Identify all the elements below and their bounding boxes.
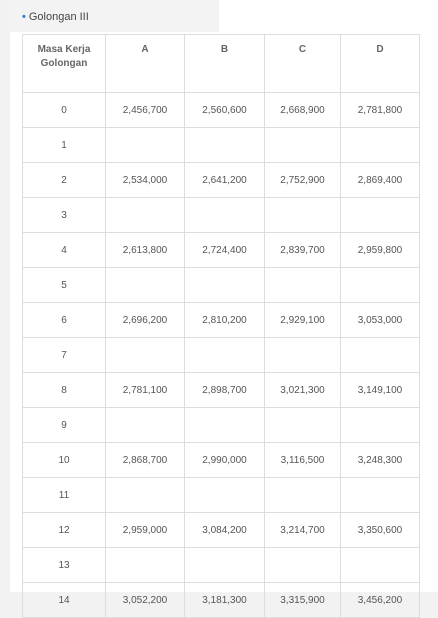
masa-kerja-cell: 10 <box>23 443 106 478</box>
header-masa-kerja <box>23 35 106 93</box>
salary-cell <box>106 478 185 513</box>
table-row <box>23 198 420 233</box>
salary-cell <box>341 478 420 513</box>
salary-cell <box>341 338 420 373</box>
salary-cell: 2,724,400 <box>185 233 265 268</box>
salary-cell <box>265 128 341 163</box>
salary-cell: 2,560,600 <box>185 93 265 128</box>
bullet-icon: • <box>22 11 26 23</box>
salary-cell <box>265 548 341 583</box>
masa-kerja-cell: 14 <box>23 583 106 618</box>
salary-cell: 3,116,500 <box>265 443 341 478</box>
masa-kerja-cell: 6 <box>23 303 106 338</box>
table-row <box>23 373 420 408</box>
table-body <box>23 93 420 618</box>
table-header-row <box>23 35 420 93</box>
salary-cell: 2,534,000 <box>106 163 185 198</box>
table-row <box>23 513 420 548</box>
salary-cell: 3,149,100 <box>341 373 420 408</box>
salary-cell <box>265 478 341 513</box>
table-row <box>23 478 420 513</box>
salary-cell: 2,641,200 <box>185 163 265 198</box>
masa-kerja-cell: 8 <box>23 373 106 408</box>
masa-kerja-cell: 9 <box>23 408 106 443</box>
salary-cell: 3,350,600 <box>341 513 420 548</box>
table-row <box>23 268 420 303</box>
masa-kerja-cell: 7 <box>23 338 106 373</box>
salary-cell <box>185 198 265 233</box>
salary-cell <box>341 128 420 163</box>
salary-cell <box>265 198 341 233</box>
table-row <box>23 128 420 163</box>
salary-cell: 3,456,200 <box>341 583 420 618</box>
masa-kerja-cell: 2 <box>23 163 106 198</box>
header-masa-kerja-label: Masa Kerja <box>37 44 91 55</box>
section-tab[interactable] <box>10 0 219 32</box>
salary-cell <box>341 408 420 443</box>
salary-cell <box>106 338 185 373</box>
salary-cell <box>106 128 185 163</box>
salary-cell: 2,696,200 <box>106 303 185 338</box>
table-row <box>23 548 420 583</box>
salary-cell: 2,959,800 <box>341 233 420 268</box>
table-row <box>23 338 420 373</box>
salary-cell: 3,021,300 <box>265 373 341 408</box>
table-row <box>23 303 420 338</box>
salary-cell: 2,613,800 <box>106 233 185 268</box>
salary-cell: 2,839,700 <box>265 233 341 268</box>
header-col-b: B <box>185 35 265 93</box>
salary-cell: 2,781,100 <box>106 373 185 408</box>
salary-cell: 2,810,200 <box>185 303 265 338</box>
salary-cell <box>341 548 420 583</box>
salary-cell: 3,248,300 <box>341 443 420 478</box>
salary-cell <box>265 268 341 303</box>
salary-cell: 2,898,700 <box>185 373 265 408</box>
masa-kerja-cell: 3 <box>23 198 106 233</box>
masa-kerja-cell: 11 <box>23 478 106 513</box>
salary-cell: 2,752,900 <box>265 163 341 198</box>
salary-cell <box>185 338 265 373</box>
table-row <box>23 233 420 268</box>
salary-table <box>22 34 420 618</box>
salary-cell: 3,084,200 <box>185 513 265 548</box>
header-golongan-label: Golongan <box>40 58 88 69</box>
salary-cell: 2,929,100 <box>265 303 341 338</box>
salary-cell <box>106 548 185 583</box>
header-col-c: C <box>265 35 341 93</box>
salary-cell: 2,668,900 <box>265 93 341 128</box>
salary-cell: 2,456,700 <box>106 93 185 128</box>
table-row <box>23 163 420 198</box>
salary-cell <box>341 198 420 233</box>
salary-cell <box>185 478 265 513</box>
salary-cell <box>341 268 420 303</box>
table-row <box>23 408 420 443</box>
salary-cell <box>106 408 185 443</box>
salary-cell: 2,868,700 <box>106 443 185 478</box>
masa-kerja-cell: 0 <box>23 93 106 128</box>
salary-cell <box>265 338 341 373</box>
salary-cell: 2,959,000 <box>106 513 185 548</box>
table-row <box>23 93 420 128</box>
salary-cell <box>106 268 185 303</box>
salary-cell <box>185 548 265 583</box>
section-title-text: Golongan III <box>28 11 89 23</box>
salary-cell: 2,781,800 <box>341 93 420 128</box>
salary-cell: 2,990,000 <box>185 443 265 478</box>
masa-kerja-cell: 4 <box>23 233 106 268</box>
masa-kerja-cell: 12 <box>23 513 106 548</box>
table-row <box>23 583 420 618</box>
salary-cell: 3,315,900 <box>265 583 341 618</box>
salary-cell: 2,869,400 <box>341 163 420 198</box>
salary-cell: 3,053,000 <box>341 303 420 338</box>
salary-cell: 3,052,200 <box>106 583 185 618</box>
masa-kerja-cell: 5 <box>23 268 106 303</box>
salary-cell <box>185 128 265 163</box>
masa-kerja-cell: 13 <box>23 548 106 583</box>
salary-cell <box>265 408 341 443</box>
salary-cell: 3,214,700 <box>265 513 341 548</box>
header-col-d: D <box>341 35 420 93</box>
salary-cell <box>185 268 265 303</box>
masa-kerja-cell: 1 <box>23 128 106 163</box>
table-row <box>23 443 420 478</box>
header-col-a: A <box>106 35 185 93</box>
section-title <box>22 11 89 23</box>
salary-cell <box>106 198 185 233</box>
salary-cell <box>185 408 265 443</box>
salary-cell: 3,181,300 <box>185 583 265 618</box>
